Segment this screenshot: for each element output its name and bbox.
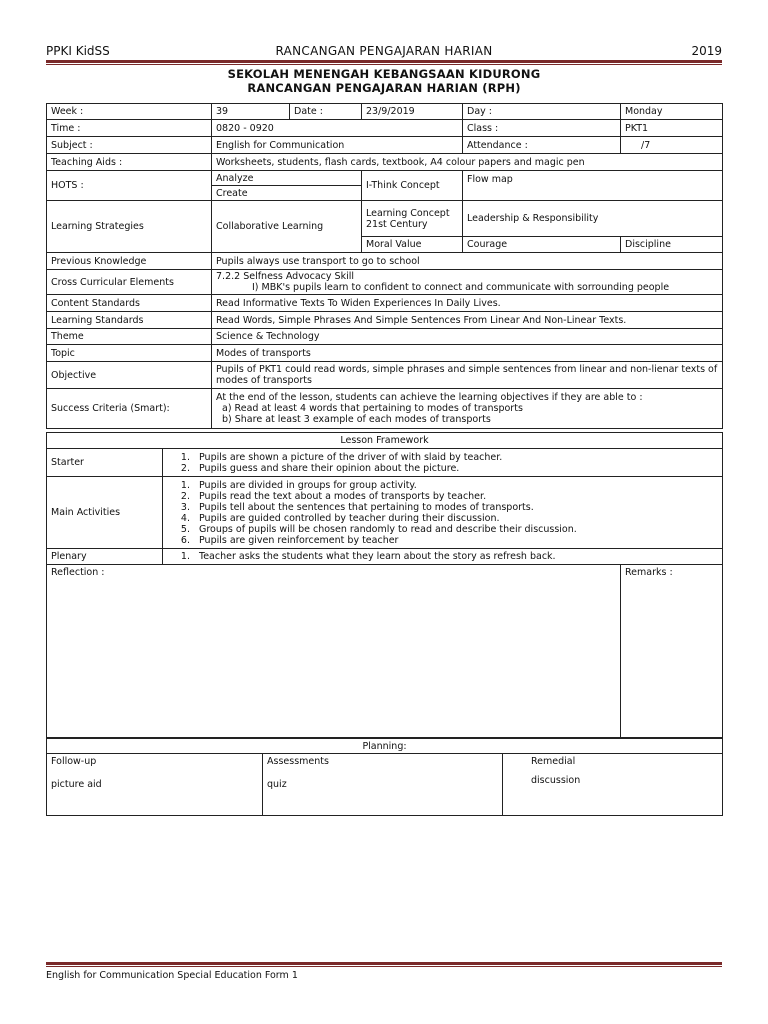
hots-label: HOTS : (47, 171, 212, 201)
date-label: Date : (290, 104, 362, 120)
ithink-value: Flow map (463, 171, 723, 201)
hots-create: Create (212, 186, 362, 201)
remarks-label: Remarks : (625, 567, 673, 578)
cross-curricular-value (212, 270, 723, 295)
objective-label: Objective (47, 362, 212, 389)
learning-concept-label: Learning Concept 21st Century (362, 201, 463, 237)
starter-item: 2. Pupils guess and share their opinion about the picture. (193, 463, 718, 474)
planning-table (46, 738, 723, 816)
remedial-value: discussion (531, 775, 581, 786)
subject-value: English for Communication (212, 137, 463, 154)
teaching-aids-label: Teaching Aids : (47, 154, 212, 171)
header-rule-thin (46, 64, 722, 65)
assessments-label: Assessments (267, 756, 329, 767)
cce-skill: 7.2.2 Selfness Advocacy Skill (216, 271, 354, 282)
lesson-info-table (46, 103, 723, 429)
success-criteria-label: Success Criteria (Smart): (47, 389, 212, 429)
objective-value: Pupils of PKT1 could read words, simple phrases and simple sentences from linear and non-lienar texts of modes of transports (212, 362, 723, 389)
learning-concept-value: Leadership & Responsibility (463, 201, 723, 237)
learning-standards-value: Read Words, Simple Phrases And Simple Sentences From Linear And Non-Linear Texts. (212, 312, 723, 329)
success-item-a: a) Read at least 4 words that pertaining to modes of transports (222, 403, 523, 414)
learning-standards-label: Learning Standards (47, 312, 212, 329)
assessments-cell (263, 754, 503, 816)
subject-label: Subject : (47, 137, 212, 154)
week-label: Week : (47, 104, 212, 120)
header-center: RANCANGAN PENGAJARAN HARIAN (275, 44, 493, 58)
previous-knowledge-value: Pupils always use transport to go to school (212, 253, 723, 270)
cross-curricular-label: Cross Curricular Elements (47, 270, 212, 295)
moral-value-label: Moral Value (362, 237, 463, 253)
moral-value-courage: Courage (463, 237, 621, 253)
follow-up-value: picture aid (51, 779, 102, 790)
class-label: Class : (463, 120, 621, 137)
attendance-label: Attendance : (463, 137, 621, 154)
date-value: 23/9/2019 (362, 104, 463, 120)
header-left: PPKI KidSS (46, 44, 110, 58)
main-activities-list (163, 477, 723, 549)
remarks-box[interactable] (621, 565, 723, 738)
time-value: 0820 - 0920 (212, 120, 463, 137)
school-title: SEKOLAH MENENGAH KEBANGSAAN KIDURONG (227, 67, 541, 81)
main-activities-label: Main Activities (47, 477, 163, 549)
attendance-value: /7 (621, 137, 723, 154)
class-value: PKT1 (621, 120, 723, 137)
theme-label: Theme (47, 329, 212, 345)
main-activity-item: 3. Pupils tell about the sentences that pertaining to modes of transports. (193, 502, 718, 513)
ithink-label: I-Think Concept (362, 171, 463, 201)
assessments-value: quiz (267, 779, 287, 790)
time-label: Time : (47, 120, 212, 137)
day-label: Day : (463, 104, 621, 120)
topic-value: Modes of transports (212, 345, 723, 362)
main-activity-item: 2. Pupils read the text about a modes of transports by teacher. (193, 491, 718, 502)
plenary-item: 1. Teacher asks the students what they learn about the story as refresh back. (193, 551, 718, 562)
planning-heading: Planning: (47, 739, 723, 754)
content-standards-label: Content Standards (47, 295, 212, 312)
hots-analyze: Analyze (212, 171, 362, 186)
day-value: Monday (621, 104, 723, 120)
main-activity-item: 5. Groups of pupils will be chosen randomly to read and describe their discussion. (193, 524, 718, 535)
success-item-b: b) Share at least 3 example of each modes of transports (222, 414, 491, 425)
lesson-framework-table (46, 432, 723, 738)
header-year: 2019 (691, 44, 722, 58)
remedial-cell (503, 754, 723, 816)
main-activity-item: 6. Pupils are given reinforcement by teacher (193, 535, 718, 546)
cce-detail: I) MBK's pupils learn to confident to connect and communicate with sorrounding people (252, 282, 670, 293)
header-rule (46, 60, 722, 63)
document-title: RANCANGAN PENGAJARAN HARIAN (RPH) (247, 81, 521, 95)
moral-value-discipline: Discipline (621, 237, 723, 253)
main-activity-item: 1. Pupils are divided in groups for group activity. (193, 480, 718, 491)
learning-strategies-value: Collaborative Learning (212, 201, 362, 253)
previous-knowledge-label: Previous Knowledge (47, 253, 212, 270)
starter-item: 1. Pupils are shown a picture of the driver of with slaid by teacher. (193, 452, 718, 463)
theme-value: Science & Technology (212, 329, 723, 345)
plenary-label: Plenary (47, 549, 163, 565)
page-footer: English for Communication Special Education Form 1 (46, 970, 298, 981)
teaching-aids-value: Worksheets, students, flash cards, textbook, A4 colour papers and magic pen (212, 154, 723, 171)
content-standards-value: Read Informative Texts To Widen Experiences In Daily Lives. (212, 295, 723, 312)
remedial-label: Remedial (531, 756, 576, 767)
follow-up-cell (47, 754, 263, 816)
reflection-box[interactable] (47, 565, 621, 738)
success-criteria-value (212, 389, 723, 429)
topic-label: Topic (47, 345, 212, 362)
success-intro: At the end of the lesson, students can achieve the learning objectives if they are able to : (216, 392, 643, 403)
week-value: 39 (212, 104, 290, 120)
footer-rule-thin (46, 966, 722, 967)
learning-strategies-label: Learning Strategies (47, 201, 212, 253)
starter-label: Starter (47, 449, 163, 477)
reflection-label: Reflection : (51, 567, 105, 578)
follow-up-label: Follow-up (51, 756, 97, 767)
starter-list (163, 449, 723, 477)
plenary-list (163, 549, 723, 565)
footer-rule (46, 962, 722, 965)
lesson-framework-heading: Lesson Framework (47, 433, 723, 449)
main-activity-item: 4. Pupils are guided controlled by teacher during their discussion. (193, 513, 718, 524)
